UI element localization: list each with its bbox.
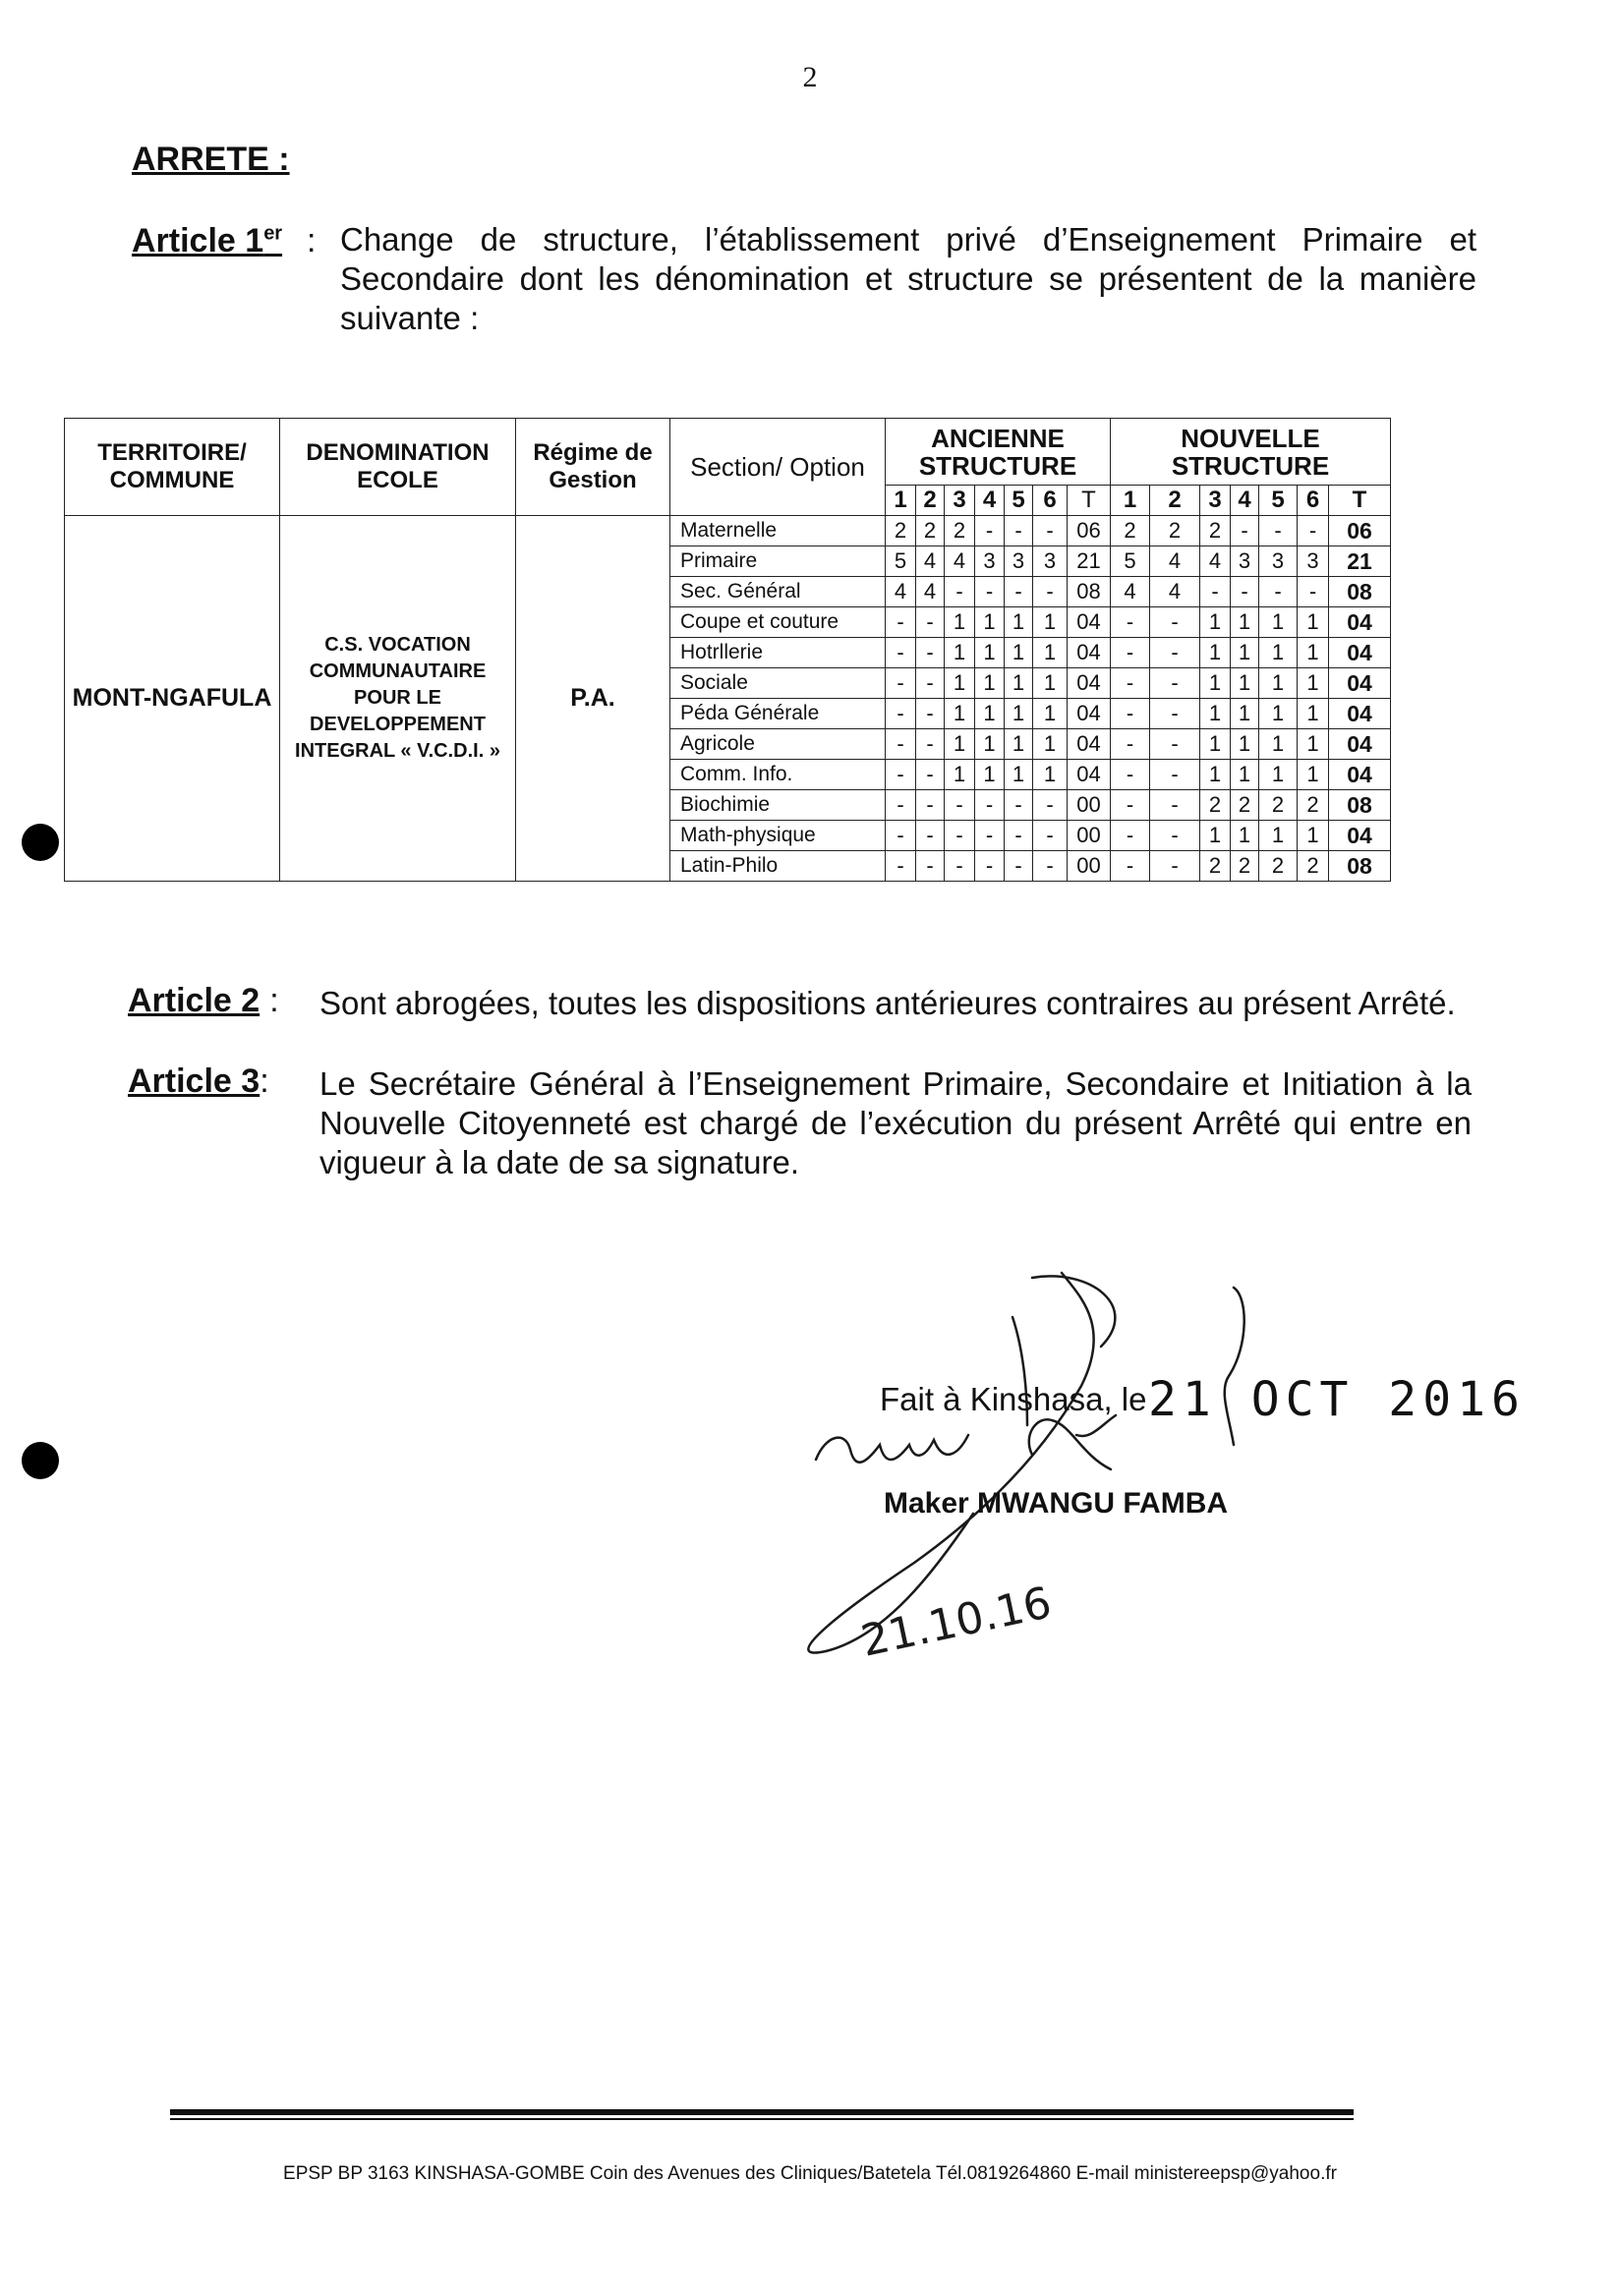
nouvelle-value-cell: - bbox=[1111, 729, 1150, 760]
ancienne-value-cell: 00 bbox=[1068, 851, 1111, 882]
nouvelle-value-cell: - bbox=[1259, 516, 1298, 546]
header-regime: Régime de Gestion bbox=[516, 419, 670, 516]
nouvelle-value-cell: - bbox=[1259, 577, 1298, 607]
option-cell: Biochimie bbox=[670, 790, 886, 821]
col-header: 4 bbox=[1231, 486, 1259, 516]
ancienne-value-cell: 1 bbox=[1033, 668, 1068, 699]
nouvelle-value-cell: 1 bbox=[1231, 821, 1259, 851]
nouvelle-value-cell: 1 bbox=[1231, 638, 1259, 668]
table-body bbox=[65, 516, 1391, 882]
article-3-label-text: Article 3 bbox=[128, 1062, 260, 1100]
ancienne-value-cell: - bbox=[886, 821, 916, 851]
footer-address: EPSP BP 3163 KINSHASA-GOMBE Coin des Avenues des Cliniques/Batetela Tél.0819264860 E-mail ministereepsp@yahoo.fr bbox=[283, 2163, 1337, 2184]
ancienne-value-cell: 1 bbox=[1005, 607, 1033, 638]
article-2-label-text: Article 2 bbox=[128, 982, 260, 1019]
ancienne-value-cell: - bbox=[916, 729, 945, 760]
ancienne-value-cell: 04 bbox=[1068, 760, 1111, 790]
territoire-cell: MONT-NGAFULA bbox=[65, 516, 280, 882]
school-name-cell: C.S. VOCATION COMMUNAUTAIRE POUR LE DEVELOPPEMENT INTEGRAL « V.C.D.I. » bbox=[280, 516, 516, 882]
ancienne-value-cell: 04 bbox=[1068, 607, 1111, 638]
arrete-heading: ARRETE : bbox=[132, 141, 290, 178]
ancienne-value-cell: 4 bbox=[945, 546, 975, 577]
ancienne-value-cell: - bbox=[1005, 790, 1033, 821]
nouvelle-value-cell: 06 bbox=[1329, 516, 1391, 546]
ancienne-value-cell: - bbox=[886, 638, 916, 668]
nouvelle-value-cell: - bbox=[1231, 516, 1259, 546]
article-1-text: Change de structure, l’établissement privé d’Enseignement Primaire et Secondaire dont les dénomination et structure se présentent de la manière suivante : bbox=[340, 221, 1476, 336]
ancienne-value-cell: 1 bbox=[975, 638, 1005, 668]
ancienne-value-cell: 04 bbox=[1068, 638, 1111, 668]
option-cell: Hotrllerie bbox=[670, 638, 886, 668]
article-2-text: Sont abrogées, toutes les dispositions antérieures contraires au présent Arrêté. bbox=[319, 985, 1456, 1021]
nouvelle-value-cell: - bbox=[1150, 821, 1200, 851]
nouvelle-value-cell: 1 bbox=[1200, 607, 1231, 638]
ancienne-value-cell: 2 bbox=[916, 516, 945, 546]
col-header: T bbox=[1329, 486, 1391, 516]
ancienne-value-cell: 1 bbox=[1033, 729, 1068, 760]
nouvelle-value-cell: - bbox=[1150, 729, 1200, 760]
col-header: 4 bbox=[975, 486, 1005, 516]
ancienne-value-cell: - bbox=[916, 790, 945, 821]
nouvelle-value-cell: 04 bbox=[1329, 607, 1391, 638]
ancienne-value-cell: - bbox=[975, 821, 1005, 851]
ancienne-value-cell: - bbox=[945, 577, 975, 607]
ancienne-value-cell: - bbox=[945, 821, 975, 851]
nouvelle-value-cell: 4 bbox=[1150, 546, 1200, 577]
option-cell: Maternelle bbox=[670, 516, 886, 546]
nouvelle-value-cell: - bbox=[1111, 790, 1150, 821]
nouvelle-value-cell: 1 bbox=[1259, 638, 1298, 668]
nouvelle-value-cell: 1 bbox=[1298, 821, 1329, 851]
nouvelle-value-cell: 04 bbox=[1329, 760, 1391, 790]
option-cell: Péda Générale bbox=[670, 699, 886, 729]
nouvelle-value-cell: 4 bbox=[1200, 546, 1231, 577]
nouvelle-value-cell: 1 bbox=[1200, 699, 1231, 729]
option-cell: Sociale bbox=[670, 668, 886, 699]
option-cell: Math-physique bbox=[670, 821, 886, 851]
nouvelle-value-cell: 1 bbox=[1231, 607, 1259, 638]
footer-rule bbox=[170, 2109, 1354, 2115]
nouvelle-value-cell: 1 bbox=[1200, 638, 1231, 668]
ancienne-value-cell: 1 bbox=[945, 638, 975, 668]
col-header: 5 bbox=[1005, 486, 1033, 516]
header-section: Section/ Option bbox=[670, 419, 886, 516]
ancienne-value-cell: - bbox=[916, 851, 945, 882]
nouvelle-value-cell: 2 bbox=[1200, 516, 1231, 546]
ancienne-value-cell: - bbox=[1033, 790, 1068, 821]
ancienne-value-cell: 04 bbox=[1068, 729, 1111, 760]
nouvelle-value-cell: - bbox=[1150, 760, 1200, 790]
col-header: 2 bbox=[1150, 486, 1200, 516]
nouvelle-value-cell: - bbox=[1111, 607, 1150, 638]
article-1-label bbox=[132, 222, 282, 260]
ancienne-value-cell: - bbox=[886, 699, 916, 729]
nouvelle-value-cell: 3 bbox=[1298, 546, 1329, 577]
ancienne-value-cell: - bbox=[886, 668, 916, 699]
col-header: 1 bbox=[886, 486, 916, 516]
ancienne-value-cell: 1 bbox=[1033, 760, 1068, 790]
col-header: T bbox=[1068, 486, 1111, 516]
nouvelle-value-cell: 21 bbox=[1329, 546, 1391, 577]
handwritten-date: 21.10.16 bbox=[856, 1578, 1056, 1667]
option-cell: Sec. Général bbox=[670, 577, 886, 607]
nouvelle-value-cell: 2 bbox=[1231, 790, 1259, 821]
nouvelle-value-cell: 1 bbox=[1259, 668, 1298, 699]
nouvelle-value-cell: 4 bbox=[1150, 577, 1200, 607]
ancienne-value-cell: 5 bbox=[886, 546, 916, 577]
nouvelle-value-cell: - bbox=[1150, 638, 1200, 668]
nouvelle-value-cell: 1 bbox=[1259, 760, 1298, 790]
nouvelle-value-cell: 3 bbox=[1231, 546, 1259, 577]
nouvelle-value-cell: - bbox=[1298, 516, 1329, 546]
ancienne-value-cell: 1 bbox=[1033, 607, 1068, 638]
nouvelle-value-cell: 1 bbox=[1259, 607, 1298, 638]
nouvelle-value-cell: 1 bbox=[1298, 668, 1329, 699]
nouvelle-value-cell: 1 bbox=[1200, 729, 1231, 760]
article-1-superscript: er bbox=[263, 222, 283, 245]
ancienne-value-cell: - bbox=[916, 760, 945, 790]
nouvelle-value-cell: - bbox=[1111, 760, 1150, 790]
ancienne-value-cell: 1 bbox=[945, 760, 975, 790]
nouvelle-value-cell: 04 bbox=[1329, 821, 1391, 851]
nouvelle-value-cell: 08 bbox=[1329, 851, 1391, 882]
article-2-colon: : bbox=[269, 982, 279, 1019]
footer-rule-thin bbox=[170, 2118, 1354, 2120]
nouvelle-value-cell: - bbox=[1150, 668, 1200, 699]
article-2-label bbox=[128, 982, 279, 1020]
nouvelle-value-cell: 2 bbox=[1298, 851, 1329, 882]
ancienne-value-cell: 1 bbox=[1005, 760, 1033, 790]
col-header: 5 bbox=[1259, 486, 1298, 516]
nouvelle-value-cell: 1 bbox=[1200, 821, 1231, 851]
ancienne-value-cell: - bbox=[916, 668, 945, 699]
nouvelle-value-cell: 08 bbox=[1329, 790, 1391, 821]
nouvelle-value-cell: 1 bbox=[1231, 699, 1259, 729]
ancienne-value-cell: 00 bbox=[1068, 821, 1111, 851]
col-header: 6 bbox=[1033, 486, 1068, 516]
ancienne-value-cell: 1 bbox=[1005, 638, 1033, 668]
ancienne-value-cell: 1 bbox=[1033, 638, 1068, 668]
ancienne-value-cell: - bbox=[1033, 516, 1068, 546]
option-cell: Coupe et couture bbox=[670, 607, 886, 638]
article-1-colon: : bbox=[307, 222, 317, 259]
nouvelle-value-cell: - bbox=[1111, 638, 1150, 668]
nouvelle-value-cell: 4 bbox=[1111, 577, 1150, 607]
regime-cell: P.A. bbox=[516, 516, 670, 882]
nouvelle-value-cell: - bbox=[1150, 699, 1200, 729]
nouvelle-value-cell: - bbox=[1150, 851, 1200, 882]
nouvelle-value-cell: 2 bbox=[1231, 851, 1259, 882]
nouvelle-value-cell: 1 bbox=[1259, 699, 1298, 729]
nouvelle-value-cell: 1 bbox=[1200, 760, 1231, 790]
punch-hole bbox=[22, 824, 59, 861]
ancienne-value-cell: 1 bbox=[975, 607, 1005, 638]
article-1-label-text: Article 1 bbox=[132, 222, 264, 259]
ancienne-value-cell: - bbox=[886, 760, 916, 790]
ancienne-value-cell: - bbox=[1005, 516, 1033, 546]
ancienne-value-cell: 1 bbox=[945, 699, 975, 729]
ancienne-value-cell: 06 bbox=[1068, 516, 1111, 546]
ancienne-value-cell: - bbox=[945, 790, 975, 821]
ancienne-value-cell: - bbox=[916, 699, 945, 729]
ancienne-value-cell: - bbox=[1005, 851, 1033, 882]
nouvelle-value-cell: 2 bbox=[1200, 790, 1231, 821]
ancienne-value-cell: 4 bbox=[916, 577, 945, 607]
nouvelle-value-cell: - bbox=[1298, 577, 1329, 607]
ancienne-value-cell: - bbox=[886, 729, 916, 760]
ancienne-value-cell: 1 bbox=[1005, 729, 1033, 760]
ancienne-value-cell: 1 bbox=[1033, 699, 1068, 729]
col-header: 6 bbox=[1298, 486, 1329, 516]
ancienne-value-cell: - bbox=[1033, 577, 1068, 607]
option-cell: Latin-Philo bbox=[670, 851, 886, 882]
col-header: 3 bbox=[945, 486, 975, 516]
nouvelle-value-cell: 2 bbox=[1111, 516, 1150, 546]
ancienne-value-cell: 3 bbox=[1033, 546, 1068, 577]
place-text: Fait à Kinshasa, le bbox=[880, 1381, 1147, 1417]
ancienne-value-cell: 1 bbox=[975, 729, 1005, 760]
header-territoire: TERRITOIRE/ COMMUNE bbox=[65, 419, 280, 516]
ancienne-value-cell: 21 bbox=[1068, 546, 1111, 577]
nouvelle-value-cell: 1 bbox=[1298, 760, 1329, 790]
ancienne-value-cell: 04 bbox=[1068, 699, 1111, 729]
nouvelle-value-cell: - bbox=[1111, 851, 1150, 882]
nouvelle-value-cell: - bbox=[1150, 790, 1200, 821]
nouvelle-value-cell: 1 bbox=[1259, 729, 1298, 760]
nouvelle-value-cell: - bbox=[1231, 577, 1259, 607]
nouvelle-value-cell: 1 bbox=[1298, 638, 1329, 668]
nouvelle-value-cell: - bbox=[1111, 821, 1150, 851]
col-header: 2 bbox=[916, 486, 945, 516]
header-denomination: DENOMINATION ECOLE bbox=[280, 419, 516, 516]
ancienne-value-cell: 3 bbox=[975, 546, 1005, 577]
ancienne-value-cell: 1 bbox=[975, 668, 1005, 699]
option-cell: Agricole bbox=[670, 729, 886, 760]
nouvelle-value-cell: 1 bbox=[1231, 760, 1259, 790]
ancienne-value-cell: - bbox=[1005, 577, 1033, 607]
article-3-label bbox=[128, 1062, 269, 1101]
nouvelle-value-cell: 2 bbox=[1150, 516, 1200, 546]
structure-table bbox=[64, 418, 1391, 882]
nouvelle-value-cell: 04 bbox=[1329, 638, 1391, 668]
ancienne-value-cell: - bbox=[1033, 821, 1068, 851]
article-3-text: Le Secrétaire Général à l’Enseignement Primaire, Secondaire et Initiation à la Nouvelle Citoyenneté est chargé de l’exécution du présent Arrêté qui entre en vigueur à la date de sa signature. bbox=[319, 1065, 1472, 1180]
ancienne-value-cell: - bbox=[916, 607, 945, 638]
nouvelle-value-cell: 1 bbox=[1259, 821, 1298, 851]
col-header: 1 bbox=[1111, 486, 1150, 516]
nouvelle-value-cell: 1 bbox=[1231, 668, 1259, 699]
ancienne-value-cell: 2 bbox=[886, 516, 916, 546]
ancienne-value-cell: 04 bbox=[1068, 668, 1111, 699]
ancienne-value-cell: 1 bbox=[1005, 699, 1033, 729]
ancienne-value-cell: 1 bbox=[945, 607, 975, 638]
nouvelle-value-cell: 1 bbox=[1298, 699, 1329, 729]
signatory-name: Maker MWANGU FAMBA bbox=[884, 1487, 1229, 1520]
ancienne-value-cell: - bbox=[975, 790, 1005, 821]
article-3-colon: : bbox=[260, 1062, 269, 1100]
ancienne-value-cell: 1 bbox=[945, 729, 975, 760]
nouvelle-value-cell: 2 bbox=[1298, 790, 1329, 821]
nouvelle-value-cell: 08 bbox=[1329, 577, 1391, 607]
ancienne-value-cell: - bbox=[886, 790, 916, 821]
ancienne-value-cell: 1 bbox=[975, 699, 1005, 729]
ancienne-value-cell: 2 bbox=[945, 516, 975, 546]
nouvelle-value-cell: 5 bbox=[1111, 546, 1150, 577]
nouvelle-value-cell: 1 bbox=[1298, 607, 1329, 638]
option-cell: Comm. Info. bbox=[670, 760, 886, 790]
ancienne-value-cell: 1 bbox=[1005, 668, 1033, 699]
nouvelle-value-cell: 2 bbox=[1259, 790, 1298, 821]
nouvelle-value-cell: 04 bbox=[1329, 668, 1391, 699]
nouvelle-value-cell: 1 bbox=[1298, 729, 1329, 760]
nouvelle-value-cell: 3 bbox=[1259, 546, 1298, 577]
nouvelle-value-cell: 1 bbox=[1231, 729, 1259, 760]
ancienne-value-cell: 1 bbox=[945, 668, 975, 699]
ancienne-value-cell: 4 bbox=[916, 546, 945, 577]
ancienne-value-cell: - bbox=[1005, 821, 1033, 851]
col-header: 3 bbox=[1200, 486, 1231, 516]
table-row bbox=[65, 516, 1391, 546]
nouvelle-value-cell: 2 bbox=[1259, 851, 1298, 882]
header-nouvelle-structure: NOUVELLE STRUCTURE bbox=[1111, 419, 1391, 486]
ancienne-value-cell: - bbox=[916, 821, 945, 851]
ancienne-value-cell: - bbox=[1033, 851, 1068, 882]
nouvelle-value-cell: 2 bbox=[1200, 851, 1231, 882]
punch-hole bbox=[22, 1442, 59, 1479]
ancienne-value-cell: 3 bbox=[1005, 546, 1033, 577]
nouvelle-value-cell: - bbox=[1111, 668, 1150, 699]
page-number: 2 bbox=[802, 61, 818, 93]
ancienne-value-cell: - bbox=[945, 851, 975, 882]
ancienne-value-cell: - bbox=[916, 638, 945, 668]
option-cell: Primaire bbox=[670, 546, 886, 577]
ancienne-value-cell: 4 bbox=[886, 577, 916, 607]
ancienne-value-cell: - bbox=[886, 607, 916, 638]
ancienne-value-cell: - bbox=[886, 851, 916, 882]
ancienne-value-cell: 08 bbox=[1068, 577, 1111, 607]
header-ancienne-structure: ANCIENNE STRUCTURE bbox=[886, 419, 1111, 486]
nouvelle-value-cell: 04 bbox=[1329, 729, 1391, 760]
nouvelle-value-cell: 04 bbox=[1329, 699, 1391, 729]
date-stamp: 21 OCT 2016 bbox=[1148, 1372, 1526, 1427]
nouvelle-value-cell: - bbox=[1150, 607, 1200, 638]
ancienne-value-cell: - bbox=[975, 516, 1005, 546]
ancienne-value-cell: - bbox=[975, 851, 1005, 882]
nouvelle-value-cell: - bbox=[1200, 577, 1231, 607]
nouvelle-value-cell: - bbox=[1111, 699, 1150, 729]
ancienne-value-cell: - bbox=[975, 577, 1005, 607]
nouvelle-value-cell: 1 bbox=[1200, 668, 1231, 699]
ancienne-value-cell: 00 bbox=[1068, 790, 1111, 821]
ancienne-value-cell: 1 bbox=[975, 760, 1005, 790]
handwritten-signature bbox=[786, 1268, 1298, 1691]
